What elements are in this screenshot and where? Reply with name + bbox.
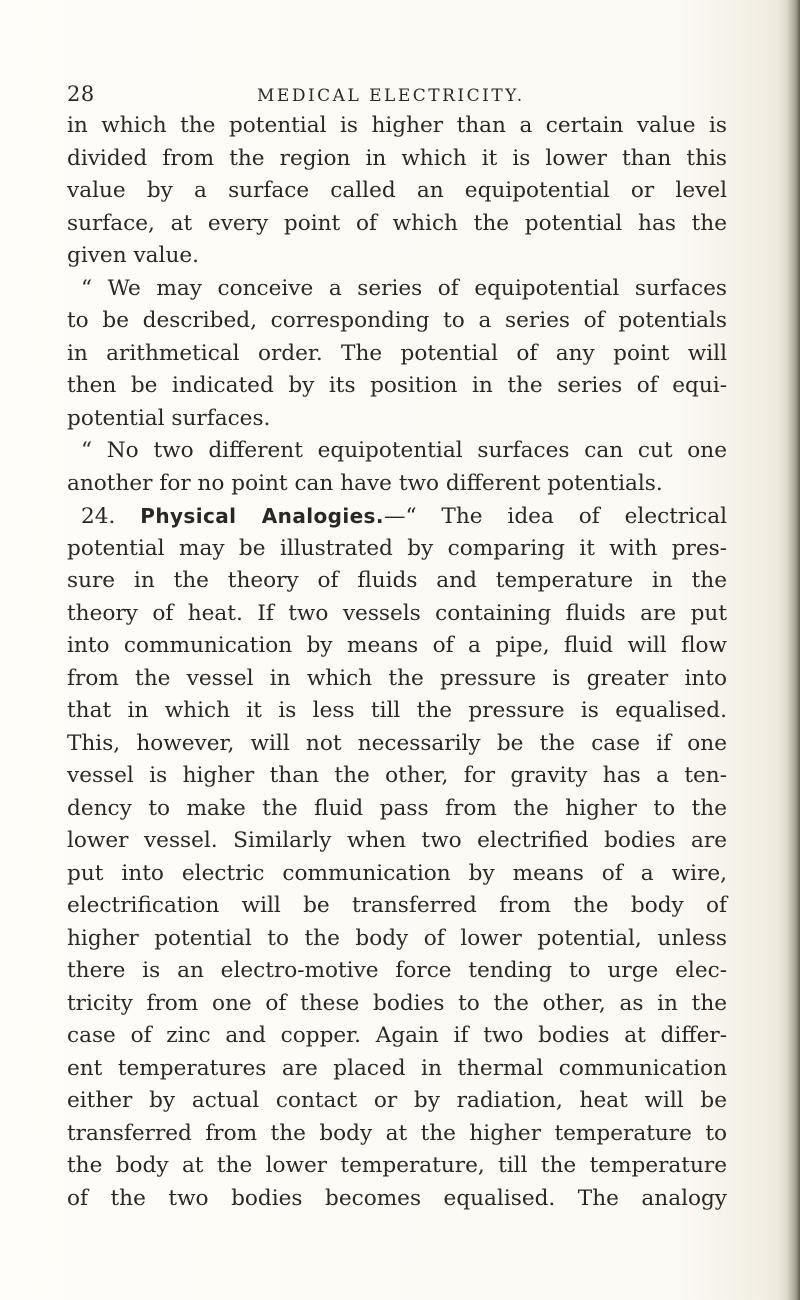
text-line: then be indicated by its position in the series of equi- xyxy=(67,373,727,398)
text-line: This, however, will not necessarily be the case if one xyxy=(67,730,727,756)
text-line: dency to make the fluid pass from the higher to the xyxy=(67,795,727,821)
text-line: given value. xyxy=(67,243,200,268)
page-edge-shadow xyxy=(778,0,800,1300)
text-line: divided from the region in which it is lower than this xyxy=(67,145,727,171)
text-line: higher potential to the body of lower potential, unless xyxy=(67,925,727,951)
text-line: theory of heat. If two vessels containing fluids are put xyxy=(67,600,727,626)
text-line: into communication by means of a pipe, fluid will flow xyxy=(67,633,727,658)
text-line: potential may be illustrated by comparing it with pres- xyxy=(67,535,727,561)
text-line: in which the potential is higher than a certain value is xyxy=(67,113,727,138)
text-line: vessel is higher than the other, for gravity has a ten- xyxy=(67,763,727,788)
section-heading: Physical Analogies. xyxy=(140,504,384,528)
page-number: 28 xyxy=(67,82,95,106)
text-line: another for no point can have two different potentials. xyxy=(67,470,663,496)
text-line: case of zinc and copper. Again if two bodies at differ- xyxy=(67,1023,727,1048)
text-line: value by a surface called an equipotential or level xyxy=(67,178,727,203)
section-heading-line xyxy=(67,500,727,533)
text-line: “ No two different equipotential surfaces can cut one xyxy=(81,438,727,463)
text-line: that in which it is less till the pressure is equalised. xyxy=(67,698,727,723)
section-first-line-text: —“ The idea of electrical xyxy=(383,504,727,529)
text-line: sure in the theory of fluids and temperature in the xyxy=(67,568,727,593)
text-line: potential surfaces. xyxy=(67,405,271,431)
page-header xyxy=(67,82,717,112)
section-number: 24. xyxy=(81,504,116,529)
text-line: electrification will be transferred from the body of xyxy=(67,893,727,918)
text-line: tricity from one of these bodies to the other, as in the xyxy=(67,990,727,1016)
text-line: there is an electro-motive force tending to urge elec- xyxy=(67,958,727,983)
text-line: lower vessel. Similarly when two electrified bodies are xyxy=(67,828,727,853)
text-line: put into electric communication by means of a wire, xyxy=(67,860,727,886)
text-line: to be described, corresponding to a series of potentials xyxy=(67,308,727,333)
text-line: from the vessel in which the pressure is greater into xyxy=(67,665,727,691)
text-line: transferred from the body at the higher temperature to xyxy=(67,1120,727,1146)
text-line: the body at the lower temperature, till the temperature xyxy=(67,1153,727,1178)
text-line: of the two bodies becomes equalised. The analogy xyxy=(67,1185,727,1211)
text-line: in arithmetical order. The potential of any point will xyxy=(67,340,727,366)
text-line: ent temperatures are placed in thermal communication xyxy=(67,1055,727,1081)
text-line: either by actual contact or by radiation, heat will be xyxy=(67,1088,727,1113)
text-line: surface, at every point of which the potential has the xyxy=(67,210,727,236)
running-head: MEDICAL ELECTRICITY. xyxy=(257,86,525,106)
body-text xyxy=(67,110,727,1215)
text-line: “ We may conceive a series of equipotential surfaces xyxy=(81,275,727,301)
